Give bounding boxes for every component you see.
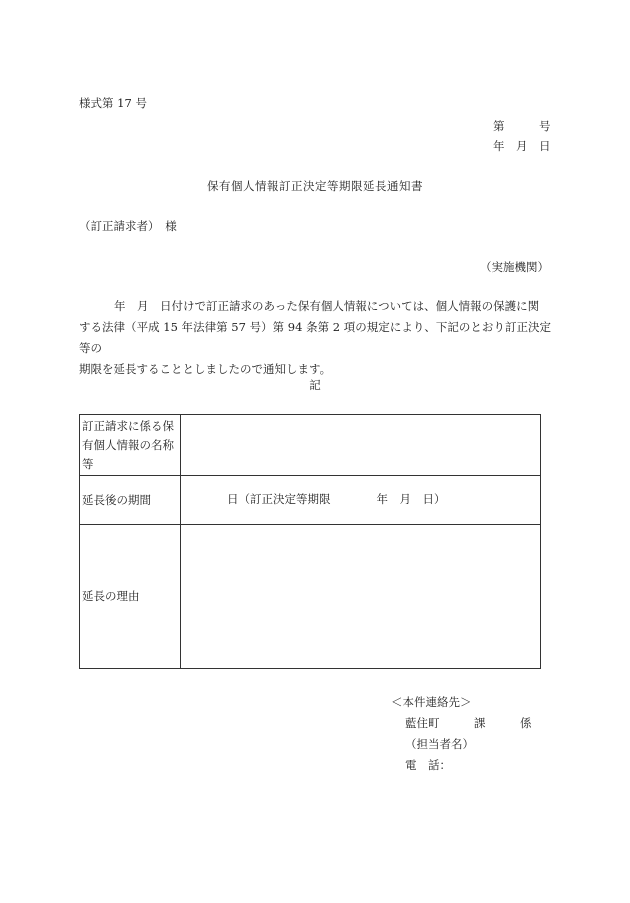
body-paragraph <box>79 296 551 317</box>
table-row <box>80 476 541 525</box>
body-line-2: する法律（平成 15 年法律第 57 号）第 94 条第 2 項の規定により、下記のとおり訂正決定等の <box>79 320 551 355</box>
body-line-3: 期限を延長することとしましたので通知します。 <box>79 362 332 376</box>
info-name-value <box>181 415 541 476</box>
info-name-label: 訂正請求に係る保有個人情報の名称等 <box>80 415 181 476</box>
extension-reason-value <box>181 525 541 669</box>
extended-period-label: 延長後の期間 <box>80 476 181 525</box>
contact-heading: ＜本件連絡先＞ <box>391 695 472 709</box>
contact-phone: 電 話： <box>405 758 451 772</box>
ki-marker: 記 <box>309 378 321 392</box>
document-title: 保有個人情報訂正決定等期限延長通知書 <box>207 179 423 193</box>
table-row <box>80 415 541 476</box>
notice-details-table <box>79 414 541 669</box>
contact-person: （担当者名） <box>405 737 474 751</box>
extended-period-value: 日（訂正決定等期限 年 月 日） <box>181 476 541 525</box>
contact-department: 藍住町 課 係 <box>405 716 532 730</box>
addressee: （訂正請求者） 様 <box>79 219 177 233</box>
form-number: 様式第 17 号 <box>79 96 147 110</box>
notice-body <box>79 296 551 380</box>
body-line-1: 年 月 日付けで訂正請求のあった保有個人情報については、個人情報の保護に関 <box>114 299 540 313</box>
issuing-agency: （実施機関） <box>480 260 549 274</box>
contact-block <box>391 692 532 776</box>
table-row <box>80 525 541 669</box>
document-number: 第 号 <box>493 119 551 133</box>
document-date: 年 月 日 <box>493 139 551 153</box>
extension-reason-label: 延長の理由 <box>80 525 181 669</box>
